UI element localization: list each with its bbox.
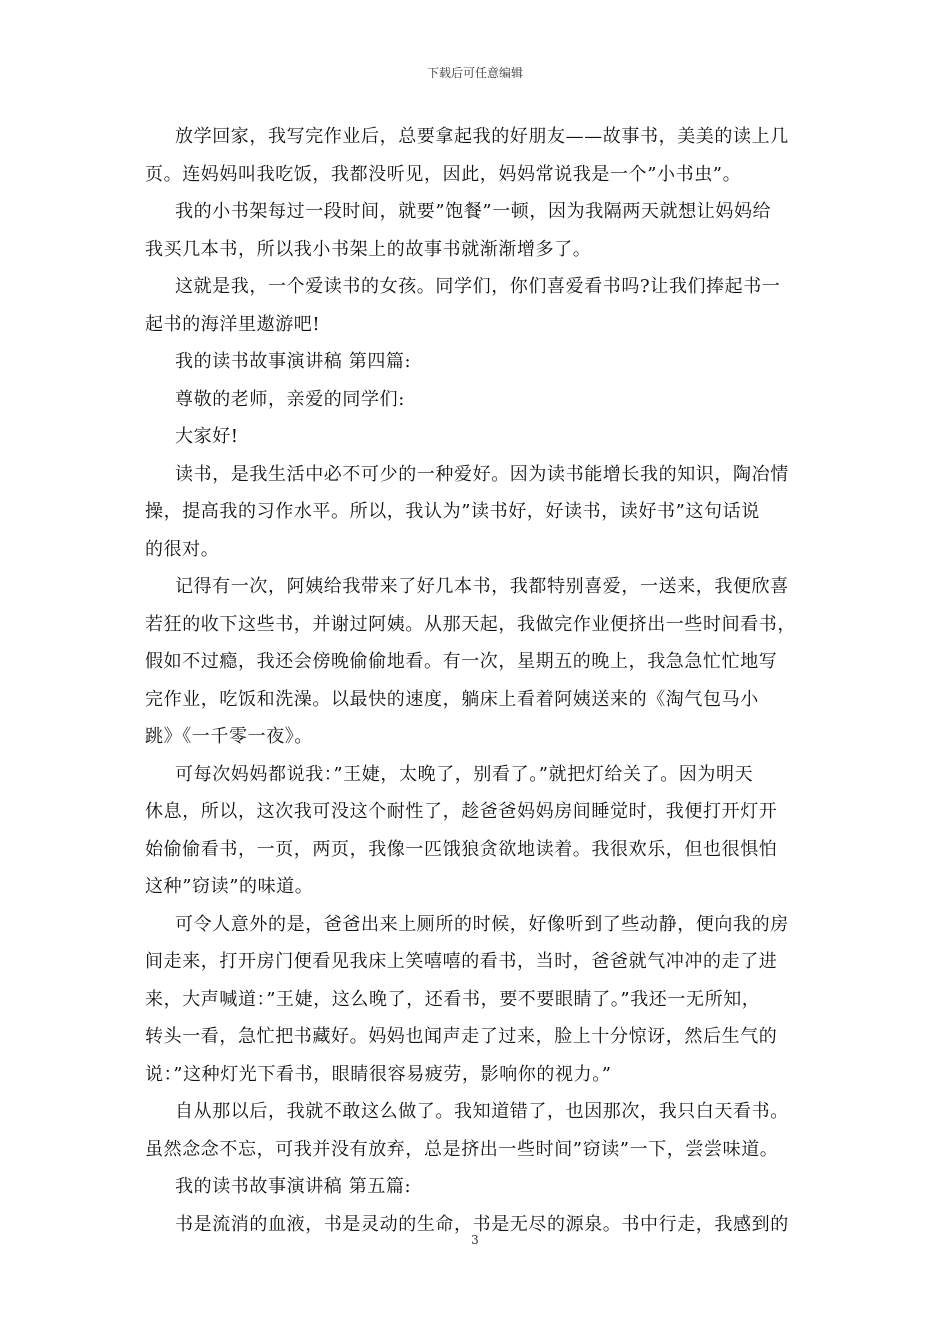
text-line: 我的读书故事演讲稿 第四篇: [175, 351, 412, 372]
text-line: 休息，所以，这次我可没这个耐性了，趁爸爸妈妈房间睡觉时，我便打开灯开 [145, 801, 778, 822]
text-line: 起书的海洋里遨游吧! [145, 313, 321, 335]
text-line: 转头一看，急忙把书藏好。妈妈也闻声走了过来，脸上十分惊讶，然后生气的 [145, 1026, 778, 1047]
text-line: 来，大声喊道：”王婕，这么晚了，还看书，要不要眼睛了。”我还一无所知， [145, 988, 761, 1010]
text-line: 始偷偷看书，一页，两页，我像一匹饿狼贪欲地读着。我很欢乐，但也很惧怕 [145, 838, 778, 860]
text-line: 操，提高我的习作水平。所以，我认为”读书好，好读书，读好书”这句话说 [145, 501, 760, 522]
text-line: 假如不过瘾，我还会傍晚偷偷地看。有一次，星期五的晚上，我急急忙忙地写 [145, 651, 778, 672]
text-line: 可每次妈妈都说我：”王婕，太晚了，别看了。”就把灯给关了。因为明天 [175, 763, 754, 785]
text-line: 页。连妈妈叫我吃饭，我都没听见，因此，妈妈常说我是一个”小书虫”。 [145, 163, 742, 185]
text-line: 跳》《一千零一夜》。 [145, 726, 313, 747]
text-line: 尊敬的老师，亲爱的同学们: [175, 388, 405, 410]
page-number: 3 [471, 1233, 479, 1247]
text-line: 记得有一次，阿姨给我带来了好几本书，我都特别喜爱，一送来，我便欣喜 [175, 576, 789, 597]
text-line: 可令人意外的是，爸爸出来上厕所的时候，好像听到了些动静，便向我的房 [175, 913, 789, 935]
text-line: 若狂的收下这些书，并谢过阿姨。从那天起，我做完作业便挤出一些时间看书， [145, 613, 796, 635]
text-line: 我的读书故事演讲稿 第五篇: [175, 1176, 412, 1197]
page-header: 下载后可任意编辑 [426, 66, 523, 80]
text-line: 完作业，吃饭和洗澡。以最快的速度，躺床上看着阿姨送来的《淘气包马小 [145, 688, 759, 710]
text-line: 我买几本书，所以我小书架上的故事书就渐渐增多了。 [145, 238, 592, 260]
text-line: 虽然念念不忘，可我并没有放弃，总是挤出一些时间”窃读”一下，尝尝味道。 [145, 1138, 779, 1160]
text-line: 这种”窃读”的味道。 [145, 876, 314, 897]
text-line: 我的小书架每过一段时间，就要”饱餐”一顿，因为我隔两天就想让妈妈给 [175, 201, 772, 222]
text-line: 大家好! [175, 426, 239, 447]
text-line: 的很对。 [145, 538, 220, 560]
text-line: 这就是我，一个爱读书的女孩。同学们，你们喜爱看书吗?让我们捧起书一 [175, 276, 781, 297]
text-line: 间走来，打开房门便看见我床上笑嘻嘻的看书，当时，爸爸就气冲冲的走了进 [145, 951, 778, 972]
text-line: 说：”这种灯光下看书，眼睛很容易疲劳，影响你的视力。” [145, 1063, 612, 1085]
text-line: 书是流消的血液，书是灵动的生命，书是无尽的源泉。书中行走，我感到的 [175, 1213, 789, 1235]
text-line: 放学回家，我写完作业后，总要拿起我的好朋友——故事书，美美的读上几 [175, 126, 789, 147]
document-body [145, 118, 808, 1243]
text-line: 自从那以后，我就不敢这么做了。我知道错了，也因那次，我只白天看书。 [175, 1101, 789, 1122]
text-line: 读书，是我生活中必不可少的一种爱好。因为读书能增长我的知识，陶冶情 [175, 463, 789, 485]
